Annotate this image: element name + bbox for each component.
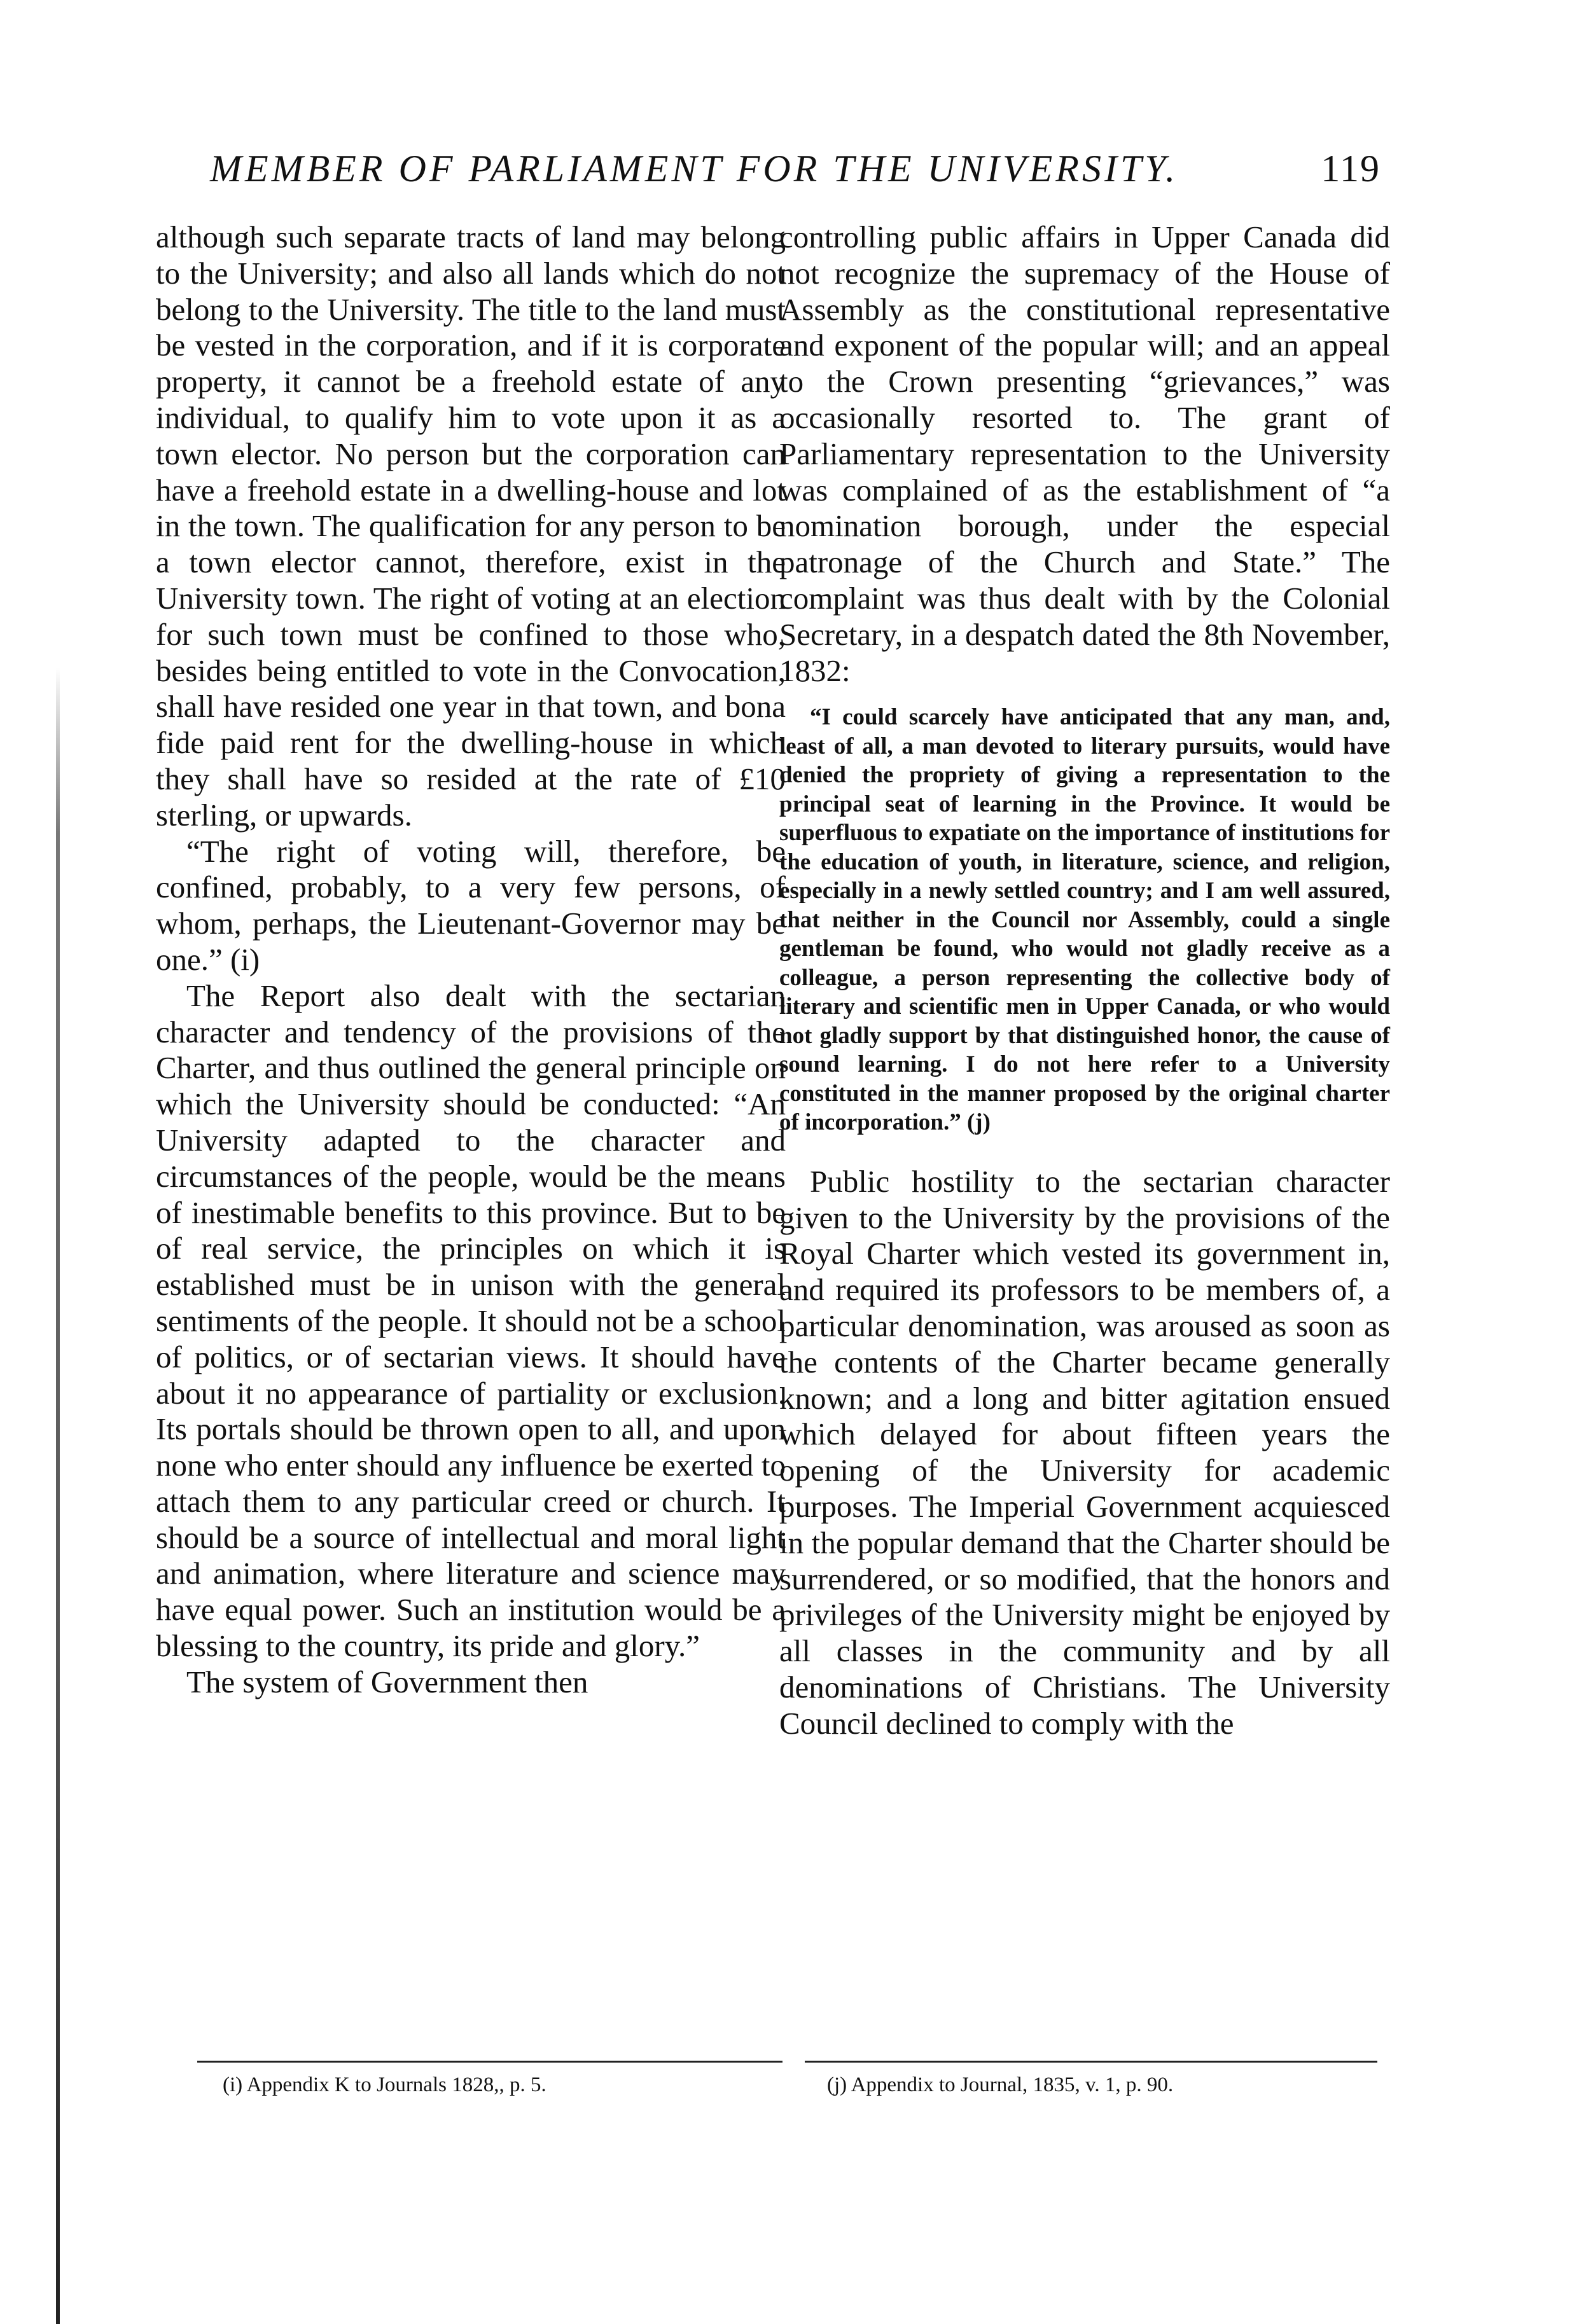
paragraph: The Report also dealt with the sectarian character and tendency of the provisions of the Charter, and thus outlined the general principle on which the University should be conducted: “An University adapted to the character and circumstances of the people, would be the means of inestimable benefits to this province. But to be of real service, the principles on which it is established must be in unison with the general sentiments of the people. It should not be a school of politics, or of sectarian views. It should have about it no appearance of partiality or exclusion. Its portals should be thrown open to all, and upon none who enter should any influence be exerted to attach them to any particular creed or church. It should be a source of intellectual and moral light and animation, where literature and science may have equal power. Such an institution would be a blessing to the country, its pride and glory.” [156,978,786,1664]
footnote-rule [197,2061,783,2063]
footnote-i: (i) Appendix K to Journals 1828,, p. 5. [223,2073,546,2096]
paragraph: “The right of voting will, therefore, be confined, probably, to a very few persons, of whom, perhaps, the Lieutenant-Governor may be one.” (i) [156,833,786,977]
paragraph: Public hostility to the sectarian character given to the University by the provisions of the Royal Charter which vested its government in, and required its professors to be members of, a particular denomination, was aroused as soon as the contents of the Charter became generally known; and a long and bitter agitation ensued which delayed for about fifteen years the opening of the University for academic purposes. The Imperial Government acquiesced in the popular demand that the Charter should be surrendered, or so modified, that the honors and privileges of the University might be enjoyed by all classes in the community and by all denominations of Christians. The University Council declined to comply with the [779,1163,1390,1741]
right-column [779,219,1390,1742]
page-number: 119 [1321,148,1381,190]
block-quote: “I could scarcely have anticipated that any man, and, least of all, a man devoted to literary pursuits, would have denied the propriety of giving a representation to the principal seat of learning in the Province. It would be superfluous to expatiate on the importance of institutions for the education of youth, in literature, science, and religion, especially in a newly settled country; and I am well assured, that neither in the Council nor Assembly, could a single gentleman be found, who would not gladly receive as a colleague, a person representing the collective body of literary and scientific men in Upper Canada, or who would not gladly support by that distinguished honor, the cause of sound learning. I do not here refer to a University constituted in the manner proposed by the original charter of incorporation.” (j) [779,704,1390,1136]
left-column [156,219,786,1701]
running-title: MEMBER OF PARLIAMENT FOR THE UNIVERSITY. [210,148,1179,190]
footnote-rule [805,2061,1377,2063]
page-edge-shadow [56,668,60,2324]
paragraph: controlling public affairs in Upper Canada did not recognize the supremacy of the House of Assembly as the constitutional representative and exponent of the popular will; and an appeal to the Crown presenting “grievances,” was occasionally resorted to. The grant of Parliamentary representation to the University was complained of as the establishment of “a nomination borough, under the especial patronage of the Church and State.” The complaint was thus dealt with by the Colonial Secretary, in a despatch dated the 8th November, 1832: [779,219,1390,688]
paragraph: although such separate tracts of land may belong to the University; and also all lands which do not belong to the University. The title to the land must be vested in the corporation, and if it is corporate property, it cannot be a freehold estate of any individual, to qualify him to vote upon it as a town elector. No person but the corporation can have a freehold estate in a dwelling-house and lot in the town. The qualification for any person to be a town elector cannot, therefore, exist in the University town. The right of voting at an election for such town must be confined to those who, besides being entitled to vote in the Convocation, shall have resided one year in that town, and bona fide paid rent for the dwelling-house in which they shall have so resided at the rate of £10 sterling, or upwards. [156,219,786,833]
paragraph: The system of Government then [186,1664,588,1699]
footnote-j: (j) Appendix to Journal, 1835, v. 1, p. 90. [827,2073,1174,2096]
running-header [210,140,1381,197]
